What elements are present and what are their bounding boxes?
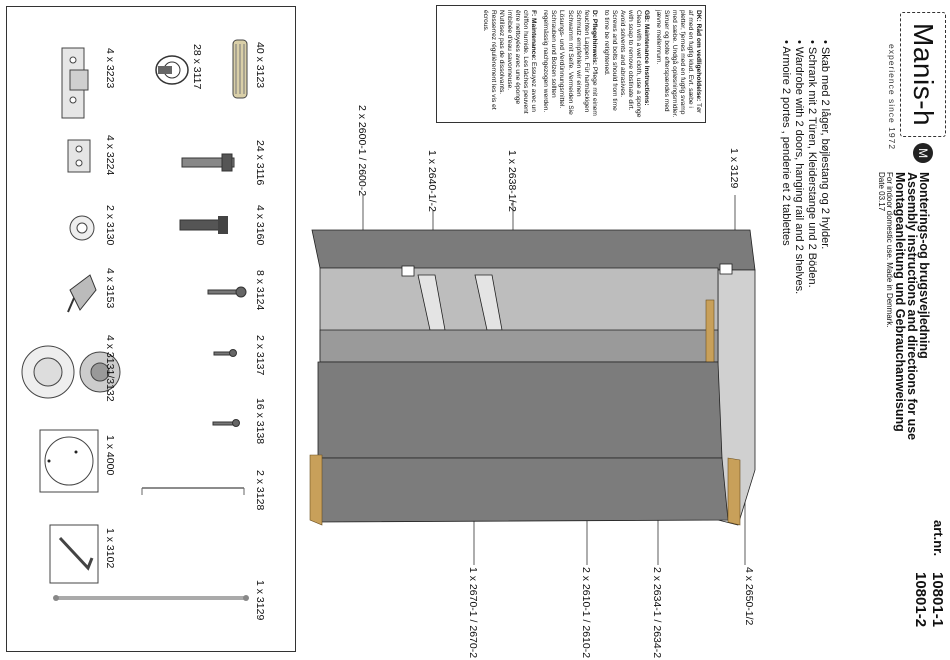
bullet-de: • Schrank mit 2 Türen, Kleiderstange und 2 Böden. [806, 40, 818, 288]
screw-hinge-icon [213, 420, 240, 427]
cam-bolt-icon [180, 216, 228, 234]
care-note-fr: F: Maintenance: Essuyez avec un chiffon humide. Les tâches peuvent être nettoyées avec une éponge imbibée d'eau savonneuse. N'utilisez pas de dissolvants. Resserrez régulièrement les vis et écrous. [482, 10, 538, 114]
logo-frame-icon [900, 12, 946, 137]
bullet-fr: • Armoire 2 portes , penderie et 2 tablettes [780, 40, 792, 246]
care-notes-box [436, 5, 706, 123]
logo-badge-icon: M [913, 143, 933, 163]
parts-icons [6, 6, 296, 652]
dowel-icon [233, 40, 247, 98]
part-code-knob: 4 x 3131/3132 [104, 335, 116, 402]
screw-small-icon [214, 350, 237, 357]
care-note-dk: DK: Råd om vedligeholdelse: Tør af med en fugtig klud. Evt. sæbe i pletter, fjernes med en fugtig svamp med sæbe. Undgå opløsningsmidler. Skruer og bolte efterspændes med jævne mellemrum. [654, 10, 702, 118]
label-door-mid: 2 x 2610-1 / 2610-2 [580, 567, 592, 659]
part-code-cam-bolt: 4 x 3160 [254, 205, 266, 246]
part-code-rail-bracket: 2 x 3130 [104, 205, 116, 246]
screw-large-icon [208, 287, 246, 297]
title-line-3: Montageanleitung und Gebrauchanweisung [893, 172, 907, 432]
door-lower [318, 458, 728, 522]
label-door-left: 1 x 2670-1 / 2670-2 [467, 567, 479, 659]
plinth-right [728, 458, 740, 525]
art-label: art.nr. [931, 520, 946, 557]
template-icon [40, 430, 98, 492]
mounting-plate-icon [68, 140, 90, 172]
logo-text: Manis-h [908, 23, 939, 127]
care-note-gb: GB: Maintenance Instructions: Clean with a wet cloth, use a sponge with soap to remove obstinate dirt. Avoid solvents and abrasives. Screws and bolts should from time to time be retightened. [602, 10, 650, 118]
label-shelf-right: 1 x 2638-1/-2 [506, 150, 518, 212]
label-shelf-left: 1 x 2640-1/-2 [426, 150, 438, 212]
part-code-hanging-rail: 1 x 3129 [254, 580, 266, 621]
bullet-gb: • Wardrobe with 2 doors, hanging rail and 2 shelves. [793, 40, 805, 295]
hanging-rail [706, 300, 714, 370]
connector-bolt-icon [182, 154, 234, 171]
label-side-top: 2 x 2600-1 / 2600-2 [356, 105, 368, 197]
tagline: experience since 1972 [887, 44, 897, 151]
part-code-rail-pin: 2 x 3128 [254, 470, 266, 511]
care-note-de: D: Pflegehinweis: Pflege mit einem feuchten Lappen. Für hartnäckigen Schmutz empfehlen wir einen Schwamm mit Seife. Vermeiden Sie Lösungs- und Verdünnungsmittel. Schrauben und Bolzen sollten regelmässig nachgezogen werden. [542, 10, 598, 116]
date-label: Date 03.17 [877, 172, 886, 212]
label-rail: 1 x 3129 [728, 148, 740, 189]
part-code-screw-small: 2 x 3137 [254, 335, 266, 376]
label-door-right: 2 x 2634-1 / 2634-2 [651, 567, 663, 659]
part-code-screw-hinge: 16 x 3138 [254, 398, 266, 445]
part-code-template: 1 x 4000 [104, 435, 116, 476]
bullet-dk: • Skab med 2 låger, bøjlestang og 2 hylder. [819, 40, 831, 250]
part-code-cam-lock: 28 x 3117 [191, 44, 203, 90]
part-code-screw-large: 8 x 3124 [254, 270, 266, 311]
part-code-shelf-support: 4 x 3153 [104, 268, 116, 309]
shelf-support-icon [68, 275, 96, 312]
part-code-allen-key: 1 x 3102 [104, 528, 116, 569]
cabinet-drawing [300, 140, 760, 660]
part-code-connector-bolt: 24 x 3116 [254, 140, 266, 186]
title-line-2: Assembly instructions and directions for use [905, 172, 919, 441]
hinge-part-icon [62, 48, 88, 118]
plinth-left [310, 455, 322, 525]
label-back: 4 x 2650-1/2 [743, 567, 755, 626]
art-number-1: 10801-1 [929, 572, 946, 628]
allen-key-icon [50, 525, 98, 583]
cabinet-side-bottom [320, 330, 718, 362]
door-upper [318, 362, 722, 458]
part-code-dowel: 40 x 3123 [254, 42, 266, 89]
part-code-hinge: 4 x 3223 [104, 48, 116, 89]
art-number-2: 10801-2 [912, 572, 929, 628]
indoor-use-note: For indoor domestic use. Made in Denmark. [885, 172, 894, 328]
rail-pin-icon [142, 488, 244, 495]
cabinet-top-panel [312, 230, 755, 270]
part-code-mounting-plate: 4 x 3224 [104, 135, 116, 176]
title-line-1: Monterings-og brugsvejledning [917, 172, 931, 359]
cam-lock-icon [156, 56, 188, 84]
rail-bracket-icon [70, 216, 94, 240]
hanging-rail-icon [53, 595, 249, 601]
brand-logo [900, 12, 946, 163]
